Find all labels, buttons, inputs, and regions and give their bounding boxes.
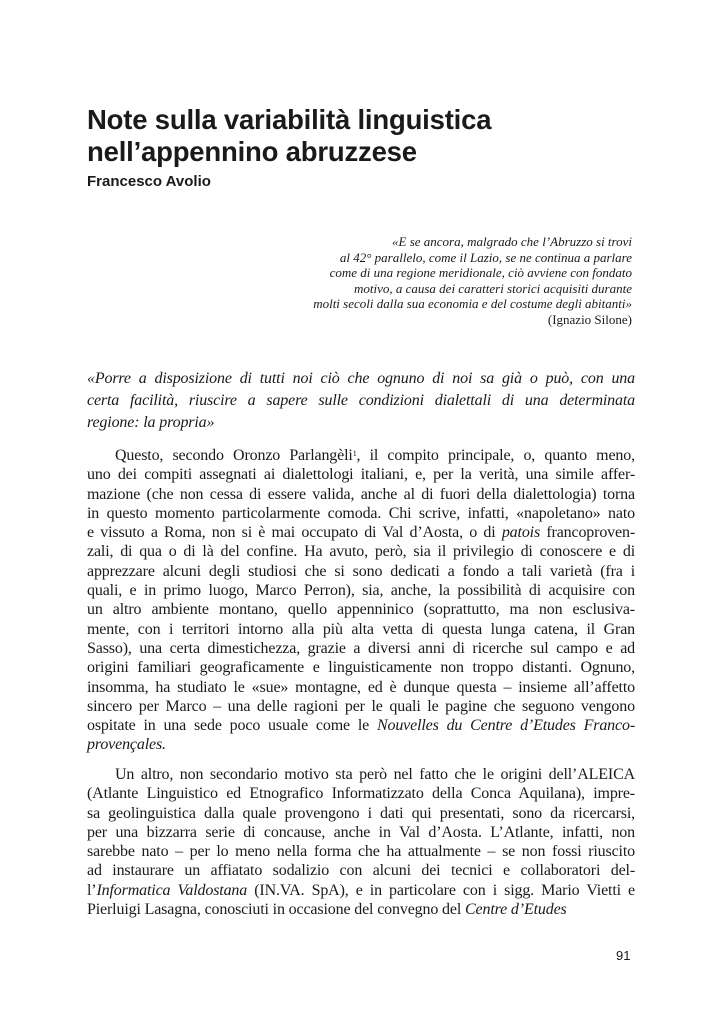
- text-line: [87, 465, 635, 484]
- text-line: [87, 446, 635, 465]
- text-line: [87, 900, 635, 919]
- text-span: Un altro, non secondario motivo sta però nel fatto che le origini dell’ALEICA: [115, 766, 635, 783]
- text-span: (Atlante Linguistico ed Etnografico Informatizzato della Conca Aquilana), impre-: [87, 785, 635, 803]
- text-span: regione: la propria»: [87, 414, 215, 431]
- text-span: sarebbe nato – per lo meno nella forma che ha attualmente – se non fossi riuscito: [87, 843, 635, 861]
- text-span: per una bizzarra serie di concause, anche in Val d’Aosta. L’Atlante, infatti, non: [87, 823, 635, 841]
- text-span: «Porre a disposizione di tutti noi ciò che ognuno di noi sa già o può, con una: [87, 370, 635, 387]
- text-span: in questo momento particolarmente comoda. Chi scrive, infatti, «napoletano» nato: [87, 504, 635, 522]
- title-line: nell’appennino abruzzese: [87, 136, 417, 167]
- article-title: [87, 104, 491, 168]
- text-span: apprezzare alcuni degli studiosi che si sono dedicati a fondo a tali varietà (fra i: [87, 562, 635, 580]
- italic-text: Nouvelles du Centre d’Etudes Franco-: [376, 717, 635, 735]
- author-name: Francesco Avolio: [87, 173, 211, 190]
- text-span: l’: [87, 881, 97, 899]
- text-span: Pierluigi Lasagna, conosciuti in occasione del convegno del: [87, 901, 466, 919]
- italic-text: provençales.: [87, 736, 166, 754]
- title-line: Note sulla variabilità linguistica: [87, 104, 492, 135]
- text-line: [87, 804, 635, 823]
- text-line: [87, 658, 635, 677]
- text-line: [87, 784, 635, 803]
- italic-text: Centre d’Etudes: [465, 901, 567, 919]
- text-span: quali, e in primo luogo, Marco Perron), sia, anche, la possibilità di acquisire con: [87, 582, 635, 600]
- epigraph-source: (Ignazio Silone): [547, 311, 632, 327]
- text-line: [87, 368, 635, 390]
- text-line: [87, 823, 635, 842]
- epigraph-line: al 42° parallelo, come il Lazio, se ne continua a parlare: [339, 249, 632, 265]
- text-span: Questo, secondo Oronzo Parlangèli: [115, 447, 353, 464]
- text-span: mazione (che non cessa di essere valida, anche al di fuori della dialettologia) torna: [87, 485, 635, 503]
- text-line: [87, 881, 635, 900]
- epigraph-line: molti secoli dalla sua economia e del costume degli abitanti»: [313, 296, 632, 311]
- text-span: sincero per Marco – una delle ragioni per le quali le pagine che seguono vengono: [87, 697, 635, 715]
- text-line: [87, 600, 635, 619]
- paragraph: [87, 446, 635, 755]
- text-line: [87, 678, 635, 697]
- text-line: [87, 504, 635, 523]
- text-line: [87, 842, 635, 861]
- paragraph: [87, 765, 635, 919]
- epigraph-line: come di una regione meridionale, ciò avviene con fondato: [329, 265, 632, 280]
- text-span: zali, di qua o di là del confine. Ha avuto, però, sia il privilegio di conoscere e di: [87, 543, 635, 561]
- text-span: un altro ambiente montano, quello appenninico (soprattutto, ma non esclusiva-: [87, 601, 635, 619]
- text-line: [87, 390, 635, 412]
- italic-text: patois: [501, 524, 541, 542]
- text-line: [87, 765, 635, 784]
- footnote-marker[interactable]: 1: [352, 449, 357, 458]
- text-span: ospitate in una sede poco usuale come le: [87, 717, 377, 735]
- text-line: [87, 861, 635, 880]
- text-span: mente, con i territori intorno alla più alta vetta di questa lunga catena, il Gran: [87, 620, 635, 638]
- text-span: uno dei compiti assegnati ai dialettologi italiani, e, per la verità, una simile affer-: [87, 466, 635, 484]
- text-line: [87, 620, 635, 639]
- text-span: (IN.VA. SpA), e in particolare con i sigg. Mario Vietti e: [247, 881, 635, 899]
- text-line: [87, 716, 635, 735]
- text-span: sa geolinguistica dalla quale provengono i dati qui presentati, sono da ricercarsi,: [87, 804, 635, 822]
- text-span: insomma, ha studiato le «sue» montagne, ed è dunque questa – insieme all’affetto: [87, 678, 635, 696]
- text-span: e vissuto a Roma, non si è mai occupato di Val d’Aosta, o di: [87, 524, 502, 542]
- text-line: [87, 523, 635, 542]
- opening-quote: [87, 368, 635, 434]
- epigraph: [212, 234, 632, 327]
- text-line: [87, 542, 635, 561]
- text-span: origini familiari geograficamente e linguisticamente non troppo distanti. Ognuno,: [87, 659, 635, 677]
- text-span: , il compito principale, o, quanto meno,: [356, 447, 635, 464]
- text-line: [87, 562, 635, 581]
- text-span: francoproven-: [540, 524, 635, 542]
- text-span: ad instaurare un affiatato sodalizio con alcuni dei tecnici e collaboratori del-: [87, 862, 635, 880]
- italic-text: Informatica Valdostana: [96, 881, 248, 899]
- text-line: [87, 735, 635, 754]
- text-line: [87, 412, 635, 434]
- epigraph-line: «E se ancora, malgrado che l’Abruzzo si trovi: [392, 234, 632, 249]
- text-span: Sasso), una certa dimestichezza, grazie a diversi anni di ricerche sul campo e ad: [87, 639, 635, 657]
- epigraph-line: motivo, a causa dei caratteri storici acquisiti durante: [353, 280, 632, 296]
- text-line: [87, 581, 635, 600]
- text-line: [87, 639, 635, 658]
- page-number: 91: [616, 948, 631, 963]
- text-line: [87, 485, 635, 504]
- text-span: certa facilità, riuscire a sapere sulle condizioni dialettali di una determinata: [87, 392, 635, 409]
- text-line: [87, 697, 635, 716]
